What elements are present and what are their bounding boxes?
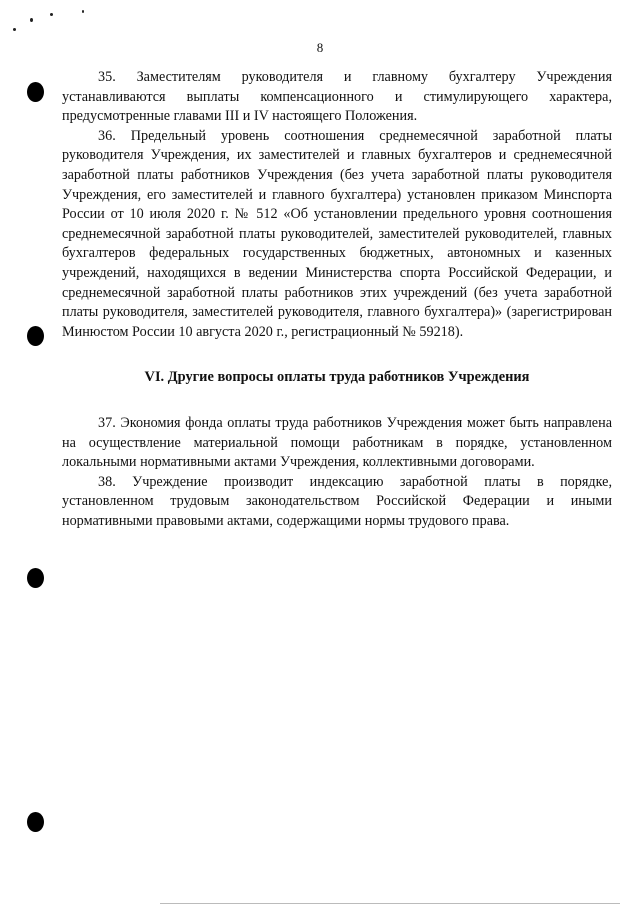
scan-edge-line — [160, 903, 620, 904]
paragraph-36: 36. Предельный уровень соотношения среднемесячной заработной платы руководителя Учреждения, их заместителей и главных бухгалтеров и среднемесячной заработной платы работников Учреждения (без учета заработной платы руководителя Учреждения, его заместителей и главного бухгалтера) установлен приказом Минспорта России от 10 июля 2020 г. № 512 «Об установлении предельного уровня соотношения среднемесячной заработной платы руководителей, заместителей руководителей, главных бухгалтеров федеральных государственных бюджетных, автономных и казенных учреждений, находящихся в ведении Министерства спорта Российской Федерации, и среднемесячной заработной платы работников этих учреждений (без учета заработной платы руководителя, заместителей руководителя, главного бухгалтера)» (зарегистрирован Минюстом России 10 августа 2020 г., регистрационный № 59218). — [62, 127, 612, 340]
punch-hole — [27, 812, 44, 832]
page-number: 8 — [316, 40, 324, 55]
scan-speck — [50, 13, 53, 16]
paragraph-37: 37. Экономия фонда оплаты труда работников Учреждения может быть направлена на осуществление материальной помощи работникам в порядке, установленном локальными нормативными актами Учреждения, коллективными договорами. — [62, 414, 612, 471]
scan-speck — [13, 28, 16, 31]
paragraph-35: 35. Заместителям руководителя и главному бухгалтеру Учреждения устанавливаются выплаты компенсационного и стимулирующего характера, предусмотренные главами III и IV настоящего Положения. — [62, 69, 612, 125]
paragraph-38: 38. Учреждение производит индексацию заработной платы в порядке, установленном трудовым законодательством Российской Федерации и иными нормативными правовыми актами, содержащими нормы трудового права. — [62, 473, 612, 529]
punch-hole — [27, 82, 44, 102]
scan-speck — [30, 18, 33, 22]
punch-hole — [27, 568, 44, 588]
document-body — [62, 68, 612, 531]
section-heading: VI. Другие вопросы оплаты труда работников Учреждения — [144, 369, 530, 386]
scan-speck — [82, 10, 84, 13]
punch-hole — [27, 326, 44, 346]
